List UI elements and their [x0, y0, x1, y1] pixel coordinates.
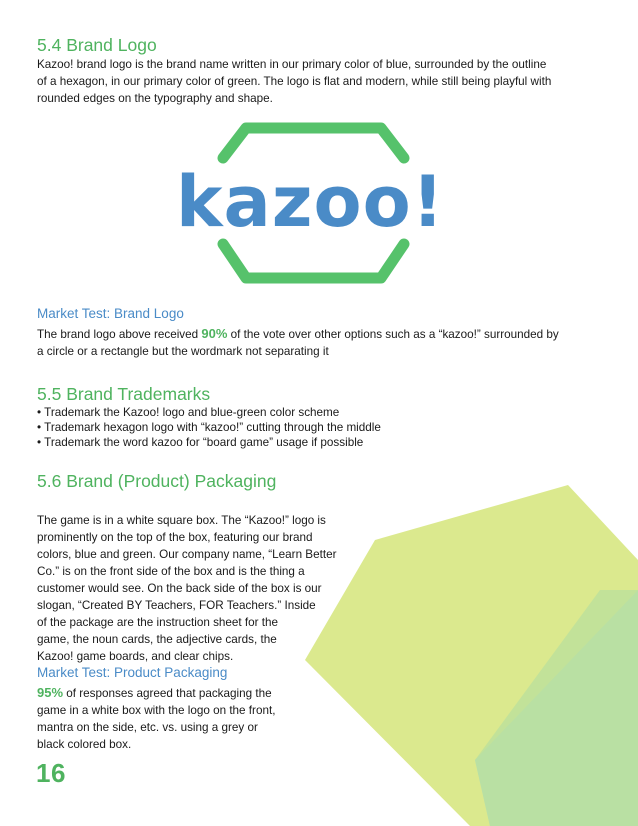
text-line: black colored box.	[37, 738, 132, 751]
list-item: • Trademark the Kazoo! logo and blue-green color scheme	[37, 406, 340, 419]
percentage-highlight: 95%	[37, 685, 64, 700]
brand-logo-description	[37, 56, 617, 107]
logo-hexagon-bottom	[223, 244, 404, 278]
text-line: Kazoo! game boards, and clear chips.	[37, 650, 234, 663]
text-segment: The brand logo above received	[37, 328, 202, 341]
packaging-description	[37, 512, 367, 665]
text-line: Co.” is on the front side of the box and is the thing a	[37, 565, 305, 578]
percentage-highlight: 90%	[201, 326, 228, 341]
text-segment: of responses agreed that packaging the	[63, 687, 272, 700]
text-line: colors, blue and green. Our company name, “Learn Better	[37, 548, 337, 561]
trademarks-heading: 5.5 Brand Trademarks	[37, 384, 211, 404]
kazoo-logo	[176, 118, 466, 290]
text-line: rounded edges on the typography and shape.	[37, 92, 273, 105]
list-item: • Trademark the word kazoo for “board game” usage if possible	[37, 436, 364, 449]
logo-hexagon-top	[223, 128, 404, 158]
kazoo-logo-graphic	[176, 118, 466, 290]
text-line	[37, 684, 337, 702]
text-line: a circle or a rectangle but the wordmark not separating it	[37, 345, 329, 358]
market-test-packaging-text	[37, 684, 337, 753]
brand-logo-heading: 5.4 Brand Logo	[37, 35, 157, 55]
text-line: mantra on the side, etc. vs. using a grey or	[37, 721, 258, 734]
page-number: 16	[36, 758, 66, 788]
text-line: of a hexagon, in our primary color of green. The logo is flat and modern, while still being playful with	[37, 75, 552, 88]
market-test-logo-text	[37, 325, 627, 360]
text-line: game, the noun cards, the adjective cards, the	[37, 633, 277, 646]
text-line	[37, 325, 627, 343]
text-line: game in a white box with the logo on the front,	[37, 704, 276, 717]
market-test-logo-heading: Market Test: Brand Logo	[37, 306, 184, 321]
list-item: • Trademark hexagon logo with “kazoo!” cutting through the middle	[37, 421, 381, 434]
text-line: Kazoo! brand logo is the brand name written in our primary color of blue, surrounded by the outline	[37, 58, 547, 71]
text-line: The game is in a white square box. The “Kazoo!” logo is	[37, 514, 326, 527]
text-line: slogan, “Created BY Teachers, FOR Teachers.” Inside	[37, 599, 316, 612]
market-test-packaging-heading: Market Test: Product Packaging	[37, 665, 228, 680]
text-segment: of the vote over other options such as a “kazoo!” surrounded by	[227, 328, 559, 341]
text-line: of the package are the instruction sheet for the	[37, 616, 279, 629]
trademarks-list	[37, 405, 381, 450]
packaging-heading: 5.6 Brand (Product) Packaging	[37, 471, 277, 491]
text-line: customer would see. On the back side of the box is our	[37, 582, 322, 595]
logo-wordmark: kazoo!	[176, 161, 445, 243]
text-line: prominently on the top of the box, featuring our brand	[37, 531, 313, 544]
